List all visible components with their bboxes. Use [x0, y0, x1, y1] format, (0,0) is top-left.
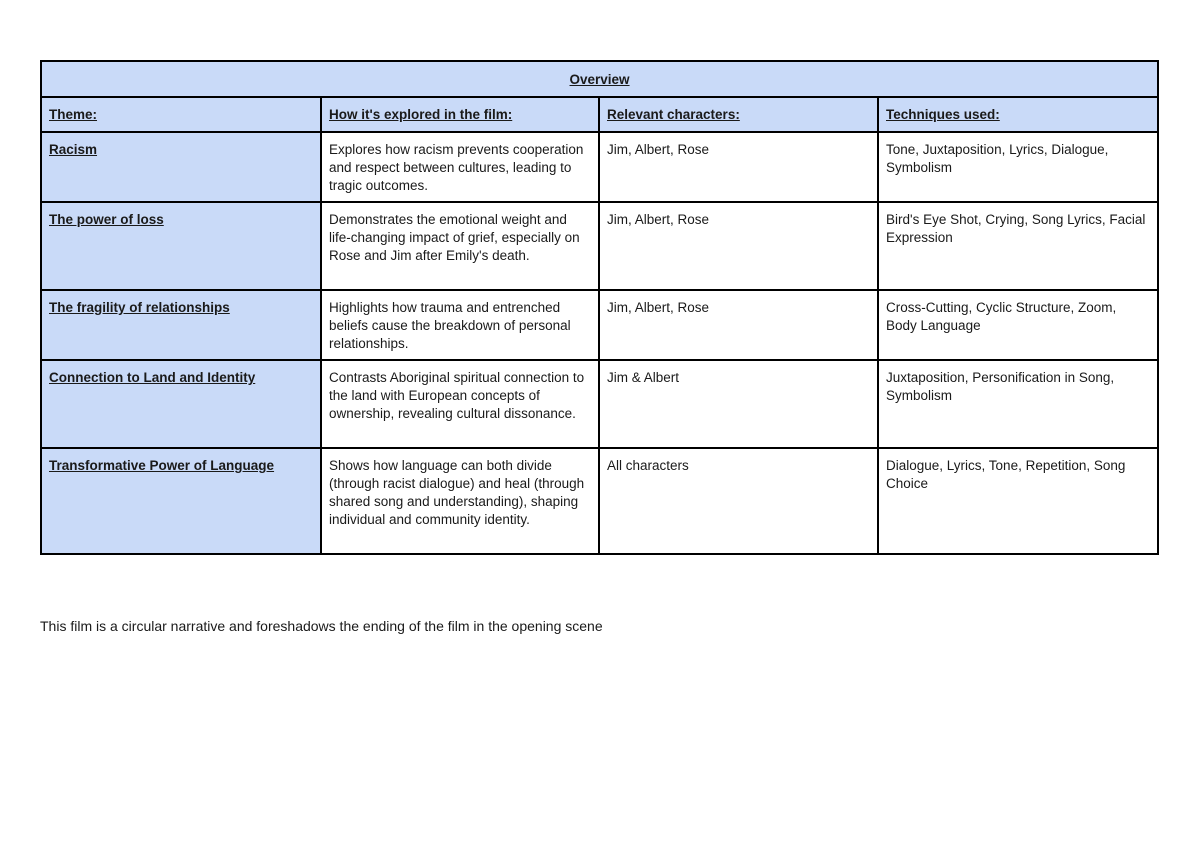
- footer-note[interactable]: This film is a circular narrative and foreshadows the ending of the film in the opening scene: [40, 618, 603, 634]
- characters-cell[interactable]: Jim & Albert: [599, 360, 878, 448]
- how-cell[interactable]: Explores how racism prevents cooperation and respect between cultures, leading to tragic outcomes.: [321, 132, 599, 202]
- techniques-cell[interactable]: Bird's Eye Shot, Crying, Song Lyrics, Facial Expression: [878, 202, 1158, 290]
- theme-cell[interactable]: Racism: [41, 132, 321, 202]
- header-relevant-characters[interactable]: Relevant characters:: [599, 97, 878, 132]
- characters-cell[interactable]: Jim, Albert, Rose: [599, 290, 878, 360]
- overview-title-row: [41, 61, 1158, 97]
- techniques-cell[interactable]: Dialogue, Lyrics, Tone, Repetition, Song Choice: [878, 448, 1158, 554]
- theme-cell[interactable]: The power of loss: [41, 202, 321, 290]
- theme-cell[interactable]: Connection to Land and Identity: [41, 360, 321, 448]
- overview-title[interactable]: Overview: [41, 61, 1158, 97]
- techniques-cell[interactable]: Tone, Juxtaposition, Lyrics, Dialogue, Symbolism: [878, 132, 1158, 202]
- how-cell[interactable]: Highlights how trauma and entrenched beliefs cause the breakdown of personal relationships.: [321, 290, 599, 360]
- table-row: [41, 132, 1158, 202]
- characters-cell[interactable]: Jim, Albert, Rose: [599, 132, 878, 202]
- table-row: [41, 360, 1158, 448]
- theme-cell[interactable]: Transformative Power of Language: [41, 448, 321, 554]
- characters-cell[interactable]: All characters: [599, 448, 878, 554]
- how-cell[interactable]: Shows how language can both divide (through racist dialogue) and heal (through shared song and understanding), shaping individual and community identity.: [321, 448, 599, 554]
- table-row: [41, 290, 1158, 360]
- header-row: [41, 97, 1158, 132]
- header-techniques[interactable]: Techniques used:: [878, 97, 1158, 132]
- overview-table: [40, 60, 1159, 555]
- techniques-cell[interactable]: Cross-Cutting, Cyclic Structure, Zoom, Body Language: [878, 290, 1158, 360]
- table-row: [41, 202, 1158, 290]
- table-row: [41, 448, 1158, 554]
- characters-cell[interactable]: Jim, Albert, Rose: [599, 202, 878, 290]
- how-cell[interactable]: Contrasts Aboriginal spiritual connection to the land with European concepts of ownership, revealing cultural dissonance.: [321, 360, 599, 448]
- techniques-cell[interactable]: Juxtaposition, Personification in Song, Symbolism: [878, 360, 1158, 448]
- header-how-explored[interactable]: How it's explored in the film:: [321, 97, 599, 132]
- theme-cell[interactable]: The fragility of relationships: [41, 290, 321, 360]
- how-cell[interactable]: Demonstrates the emotional weight and life-changing impact of grief, especially on Rose and Jim after Emily's death.: [321, 202, 599, 290]
- header-theme[interactable]: Theme:: [41, 97, 321, 132]
